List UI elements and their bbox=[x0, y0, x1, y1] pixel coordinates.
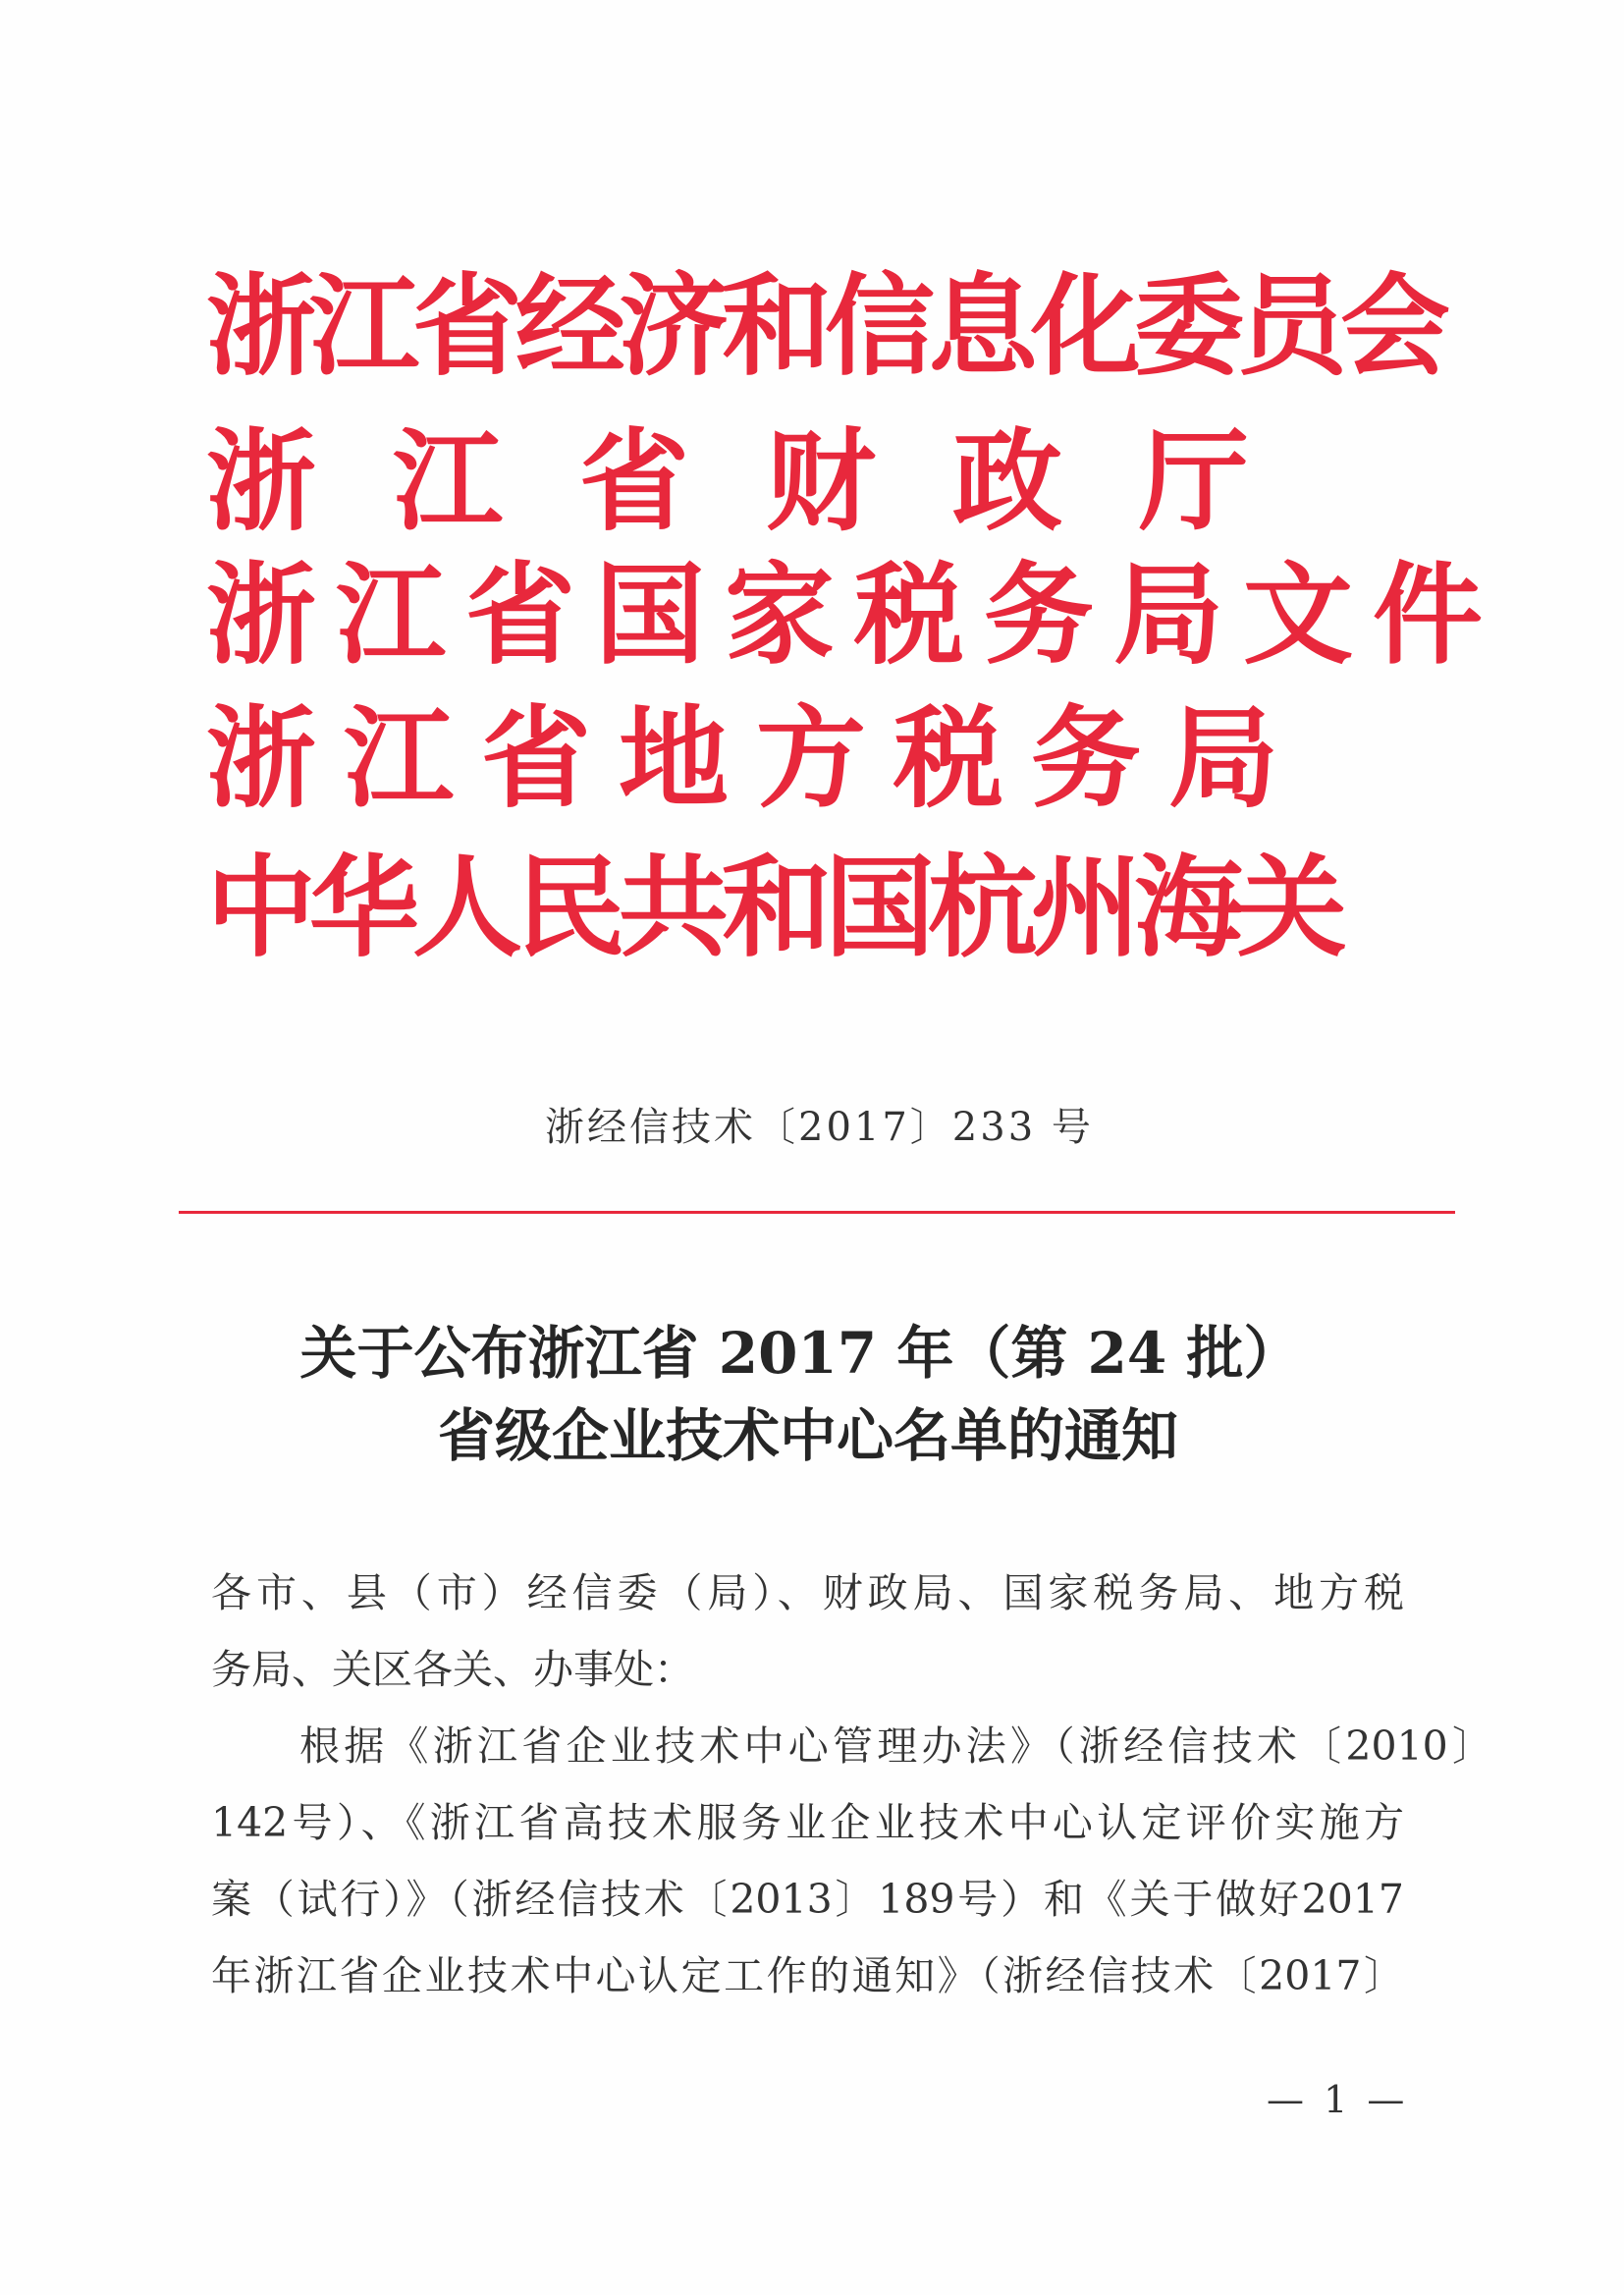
issuer-line-hangzhou-customs: 中华人民共和国杭州海关 bbox=[206, 845, 1340, 972]
issuer-line-local-tax-bureau: 浙江省地方税务局 bbox=[206, 695, 1306, 823]
red-separator-rule bbox=[179, 1211, 1455, 1214]
body-line-4: 142号）、《浙江省高技术服务业企业技术中心认定评价实施方 bbox=[211, 1799, 1404, 1846]
body-line-5: 案（试行）》（浙经信技术〔2013〕189号）和《关于做好2017 bbox=[211, 1876, 1405, 1923]
page-number: — 1 — bbox=[1267, 2078, 1409, 2121]
issuer-line-finance-department: 浙江省财政厅 bbox=[206, 418, 1326, 546]
document-number: 浙经信技术〔2017〕233 号 bbox=[545, 1105, 1094, 1150]
body-line-3: 根据《浙江省企业技术中心管理办法》（浙经信技术〔2010〕 bbox=[299, 1722, 1492, 1770]
issuer-line-national-tax-bureau: 浙江省国家税务局文件 bbox=[206, 552, 1502, 680]
document-title-line-1: 关于公布浙江省 2017 年（第 24 批） bbox=[299, 1320, 1301, 1387]
body-line-2: 务局、关区各关、办事处： bbox=[211, 1646, 694, 1693]
issuer-line-economy-commission: 浙江省经济和信息化委员会 bbox=[206, 263, 1443, 391]
document-title-line-2: 省级企业技术中心名单的通知 bbox=[437, 1402, 1178, 1469]
body-line-6: 年浙江省企业技术中心认定工作的通知》（浙经信技术〔2017〕 bbox=[211, 1952, 1404, 1999]
body-line-1: 各市、县（市）经信委（局）、财政局、国家税务局、地方税 bbox=[211, 1569, 1404, 1616]
